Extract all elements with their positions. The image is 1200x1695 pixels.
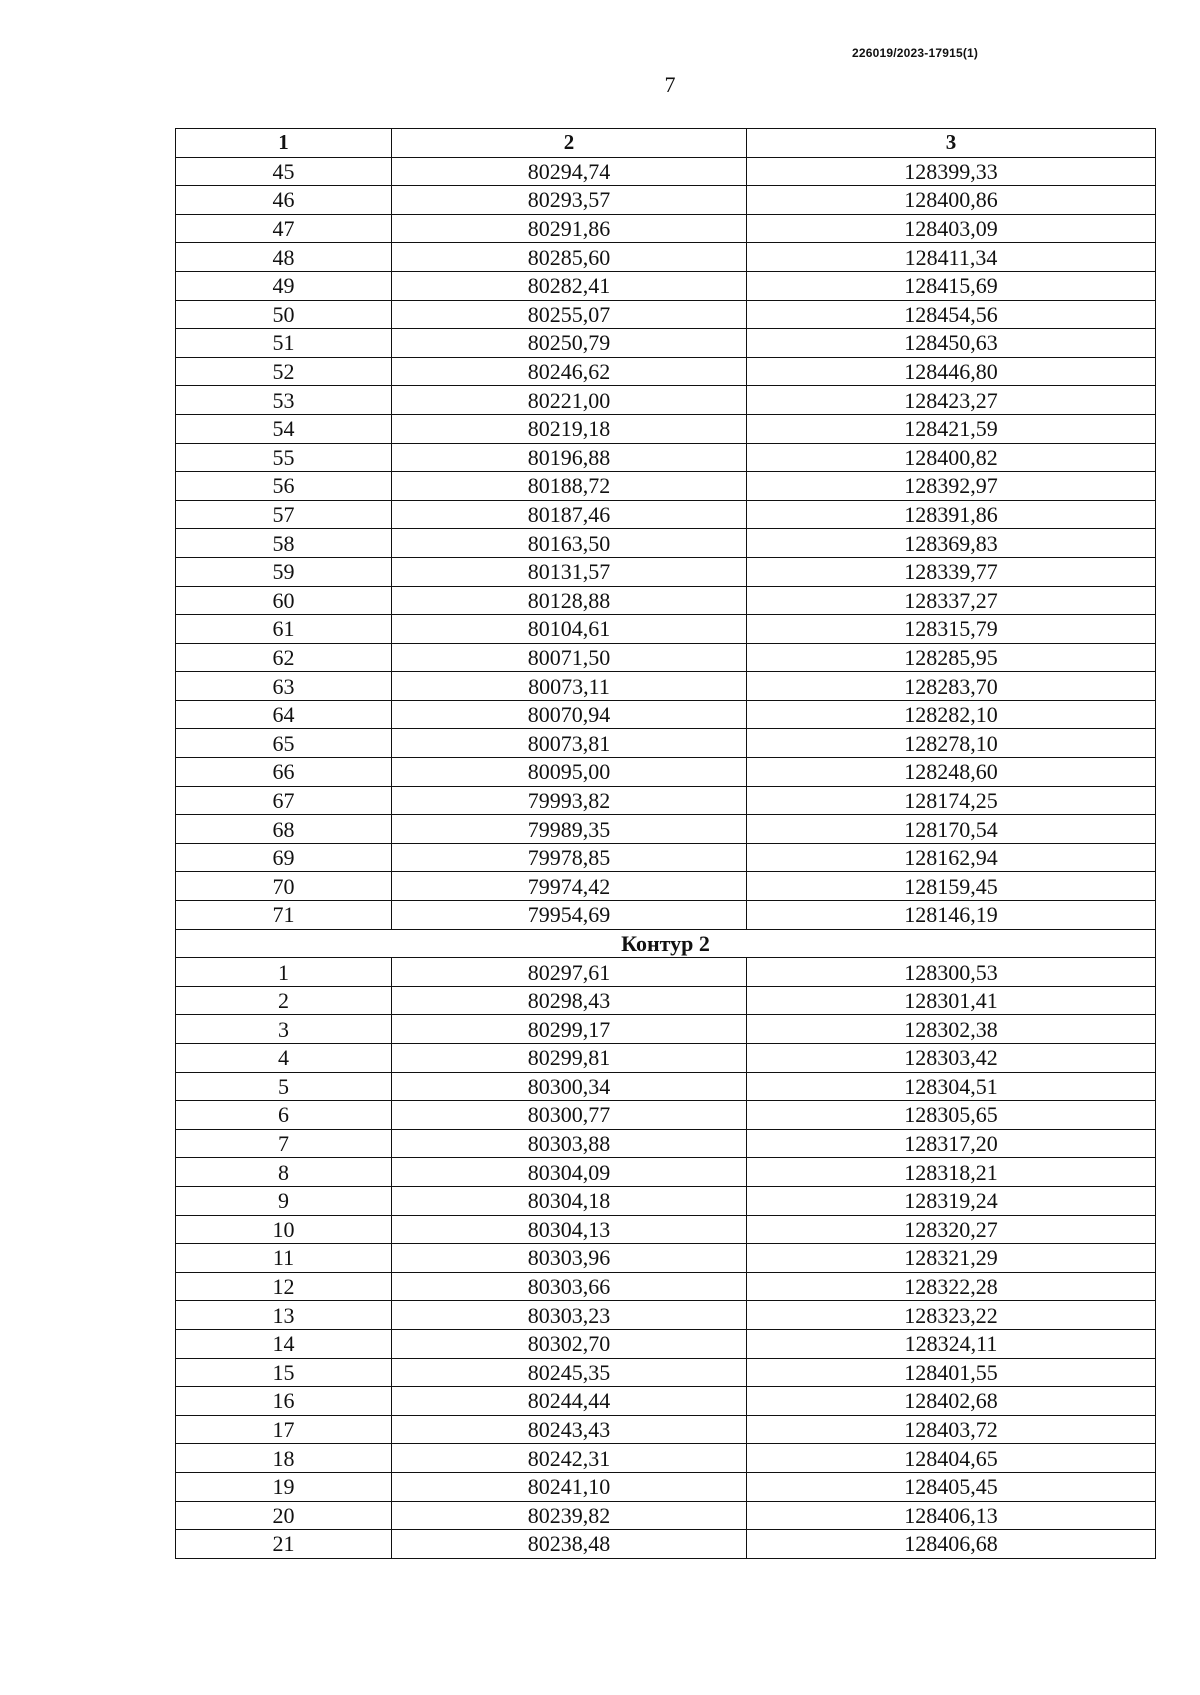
x-coordinate-cell: 80131,57 — [392, 557, 747, 586]
y-coordinate-cell: 128411,34 — [747, 243, 1156, 272]
point-number-cell: 17 — [176, 1415, 392, 1444]
table-row — [176, 500, 1156, 529]
table-row — [176, 1129, 1156, 1158]
x-coordinate-cell: 80303,88 — [392, 1129, 747, 1158]
y-coordinate-cell: 128300,53 — [747, 958, 1156, 987]
table-row — [176, 1101, 1156, 1130]
table-row — [176, 386, 1156, 415]
point-number-cell: 18 — [176, 1444, 392, 1473]
table-row — [176, 1244, 1156, 1273]
x-coordinate-cell: 80188,72 — [392, 472, 747, 501]
x-coordinate-cell: 80241,10 — [392, 1472, 747, 1501]
table-row — [176, 672, 1156, 701]
x-coordinate-cell: 80244,44 — [392, 1387, 747, 1416]
point-number-cell: 69 — [176, 843, 392, 872]
x-coordinate-cell: 80245,35 — [392, 1358, 747, 1387]
x-coordinate-cell: 80282,41 — [392, 271, 747, 300]
x-coordinate-cell: 80304,09 — [392, 1158, 747, 1187]
x-coordinate-cell: 80239,82 — [392, 1501, 747, 1530]
table-row — [176, 1186, 1156, 1215]
point-number-cell: 21 — [176, 1530, 392, 1559]
x-coordinate-cell: 80291,86 — [392, 214, 747, 243]
table-row — [176, 1501, 1156, 1530]
y-coordinate-cell: 128399,33 — [747, 157, 1156, 186]
y-coordinate-cell: 128283,70 — [747, 672, 1156, 701]
x-coordinate-cell: 80300,77 — [392, 1101, 747, 1130]
x-coordinate-cell: 80243,43 — [392, 1415, 747, 1444]
table-row — [176, 1329, 1156, 1358]
table-row — [176, 529, 1156, 558]
x-coordinate-cell: 80071,50 — [392, 643, 747, 672]
table-row — [176, 1272, 1156, 1301]
y-coordinate-cell: 128285,95 — [747, 643, 1156, 672]
x-coordinate-cell: 80073,11 — [392, 672, 747, 701]
table-row — [176, 958, 1156, 987]
y-coordinate-cell: 128403,09 — [747, 214, 1156, 243]
point-number-cell: 65 — [176, 729, 392, 758]
section-label: Контур 2 — [176, 929, 1156, 958]
table-row — [176, 1387, 1156, 1416]
point-number-cell: 10 — [176, 1215, 392, 1244]
y-coordinate-cell: 128446,80 — [747, 357, 1156, 386]
table-row — [176, 1044, 1156, 1073]
point-number-cell: 54 — [176, 414, 392, 443]
x-coordinate-cell: 80303,96 — [392, 1244, 747, 1273]
point-number-cell: 2 — [176, 986, 392, 1015]
x-coordinate-cell: 80299,17 — [392, 1015, 747, 1044]
table-row — [176, 329, 1156, 358]
y-coordinate-cell: 128450,63 — [747, 329, 1156, 358]
x-coordinate-cell: 80128,88 — [392, 586, 747, 615]
y-coordinate-cell: 128174,25 — [747, 786, 1156, 815]
table-row — [176, 243, 1156, 272]
table-row — [176, 557, 1156, 586]
point-number-cell: 71 — [176, 901, 392, 930]
y-coordinate-cell: 128323,22 — [747, 1301, 1156, 1330]
table-row — [176, 271, 1156, 300]
x-coordinate-cell: 80302,70 — [392, 1329, 747, 1358]
y-coordinate-cell: 128403,72 — [747, 1415, 1156, 1444]
table-row — [176, 1015, 1156, 1044]
x-coordinate-cell: 80073,81 — [392, 729, 747, 758]
point-number-cell: 8 — [176, 1158, 392, 1187]
y-coordinate-cell: 128303,42 — [747, 1044, 1156, 1073]
y-coordinate-cell: 128454,56 — [747, 300, 1156, 329]
coordinates-table — [175, 128, 1156, 1559]
y-coordinate-cell: 128318,21 — [747, 1158, 1156, 1187]
table-row — [176, 729, 1156, 758]
y-coordinate-cell: 128402,68 — [747, 1387, 1156, 1416]
table-row — [176, 901, 1156, 930]
point-number-cell: 64 — [176, 700, 392, 729]
point-number-cell: 6 — [176, 1101, 392, 1130]
y-coordinate-cell: 128405,45 — [747, 1472, 1156, 1501]
x-coordinate-cell: 80300,34 — [392, 1072, 747, 1101]
y-coordinate-cell: 128282,10 — [747, 700, 1156, 729]
table-row — [176, 700, 1156, 729]
x-coordinate-cell: 80163,50 — [392, 529, 747, 558]
x-coordinate-cell: 80221,00 — [392, 386, 747, 415]
point-number-cell: 51 — [176, 329, 392, 358]
y-coordinate-cell: 128400,86 — [747, 186, 1156, 215]
table-row — [176, 758, 1156, 787]
x-coordinate-cell: 79974,42 — [392, 872, 747, 901]
table-row — [176, 214, 1156, 243]
point-number-cell: 61 — [176, 615, 392, 644]
point-number-cell: 50 — [176, 300, 392, 329]
point-number-cell: 1 — [176, 958, 392, 987]
point-number-cell: 13 — [176, 1301, 392, 1330]
x-coordinate-cell: 80242,31 — [392, 1444, 747, 1473]
point-number-cell: 55 — [176, 443, 392, 472]
point-number-cell: 15 — [176, 1358, 392, 1387]
table-row — [176, 1158, 1156, 1187]
point-number-cell: 70 — [176, 872, 392, 901]
y-coordinate-cell: 128369,83 — [747, 529, 1156, 558]
table-row — [176, 586, 1156, 615]
x-coordinate-cell: 80095,00 — [392, 758, 747, 787]
point-number-cell: 67 — [176, 786, 392, 815]
column-header-2: 2 — [392, 129, 747, 158]
table-row — [176, 986, 1156, 1015]
x-coordinate-cell: 80255,07 — [392, 300, 747, 329]
point-number-cell: 46 — [176, 186, 392, 215]
y-coordinate-cell: 128400,82 — [747, 443, 1156, 472]
point-number-cell: 4 — [176, 1044, 392, 1073]
x-coordinate-cell: 80104,61 — [392, 615, 747, 644]
table-row — [176, 1215, 1156, 1244]
x-coordinate-cell: 80187,46 — [392, 500, 747, 529]
point-number-cell: 57 — [176, 500, 392, 529]
point-number-cell: 3 — [176, 1015, 392, 1044]
y-coordinate-cell: 128421,59 — [747, 414, 1156, 443]
y-coordinate-cell: 128406,13 — [747, 1501, 1156, 1530]
table-row — [176, 1072, 1156, 1101]
y-coordinate-cell: 128320,27 — [747, 1215, 1156, 1244]
table-row — [176, 443, 1156, 472]
x-coordinate-cell: 80294,74 — [392, 157, 747, 186]
table-header-row — [176, 129, 1156, 158]
table-row — [176, 1472, 1156, 1501]
y-coordinate-cell: 128301,41 — [747, 986, 1156, 1015]
table-row — [176, 615, 1156, 644]
y-coordinate-cell: 128321,29 — [747, 1244, 1156, 1273]
table-row — [176, 472, 1156, 501]
point-number-cell: 63 — [176, 672, 392, 701]
point-number-cell: 9 — [176, 1186, 392, 1215]
table-row — [176, 357, 1156, 386]
y-coordinate-cell: 128423,27 — [747, 386, 1156, 415]
x-coordinate-cell: 80196,88 — [392, 443, 747, 472]
point-number-cell: 5 — [176, 1072, 392, 1101]
point-number-cell: 48 — [176, 243, 392, 272]
y-coordinate-cell: 128404,65 — [747, 1444, 1156, 1473]
y-coordinate-cell: 128392,97 — [747, 472, 1156, 501]
x-coordinate-cell: 80070,94 — [392, 700, 747, 729]
x-coordinate-cell: 79993,82 — [392, 786, 747, 815]
y-coordinate-cell: 128322,28 — [747, 1272, 1156, 1301]
table-row — [176, 157, 1156, 186]
point-number-cell: 68 — [176, 815, 392, 844]
point-number-cell: 62 — [176, 643, 392, 672]
x-coordinate-cell: 80303,23 — [392, 1301, 747, 1330]
x-coordinate-cell: 79978,85 — [392, 843, 747, 872]
point-number-cell: 52 — [176, 357, 392, 386]
table-row — [176, 872, 1156, 901]
x-coordinate-cell: 80304,18 — [392, 1186, 747, 1215]
point-number-cell: 47 — [176, 214, 392, 243]
y-coordinate-cell: 128415,69 — [747, 271, 1156, 300]
point-number-cell: 45 — [176, 157, 392, 186]
y-coordinate-cell: 128319,24 — [747, 1186, 1156, 1215]
x-coordinate-cell: 80246,62 — [392, 357, 747, 386]
table-row — [176, 414, 1156, 443]
table-row — [176, 1415, 1156, 1444]
x-coordinate-cell: 80238,48 — [392, 1530, 747, 1559]
table-row — [176, 786, 1156, 815]
y-coordinate-cell: 128170,54 — [747, 815, 1156, 844]
x-coordinate-cell: 80304,13 — [392, 1215, 747, 1244]
x-coordinate-cell: 80303,66 — [392, 1272, 747, 1301]
x-coordinate-cell: 80299,81 — [392, 1044, 747, 1073]
x-coordinate-cell: 80285,60 — [392, 243, 747, 272]
table-row — [176, 1358, 1156, 1387]
point-number-cell: 49 — [176, 271, 392, 300]
point-number-cell: 14 — [176, 1329, 392, 1358]
y-coordinate-cell: 128302,38 — [747, 1015, 1156, 1044]
page-number: 7 — [664, 72, 676, 97]
y-coordinate-cell: 128304,51 — [747, 1072, 1156, 1101]
y-coordinate-cell: 128315,79 — [747, 615, 1156, 644]
column-header-1: 1 — [176, 129, 392, 158]
point-number-cell: 59 — [176, 557, 392, 586]
x-coordinate-cell: 80298,43 — [392, 986, 747, 1015]
table-row — [176, 300, 1156, 329]
x-coordinate-cell: 80219,18 — [392, 414, 747, 443]
point-number-cell: 20 — [176, 1501, 392, 1530]
table-row — [176, 843, 1156, 872]
y-coordinate-cell: 128146,19 — [747, 901, 1156, 930]
x-coordinate-cell: 80293,57 — [392, 186, 747, 215]
point-number-cell: 19 — [176, 1472, 392, 1501]
table-row — [176, 186, 1156, 215]
point-number-cell: 53 — [176, 386, 392, 415]
y-coordinate-cell: 128406,68 — [747, 1530, 1156, 1559]
y-coordinate-cell: 128339,77 — [747, 557, 1156, 586]
table-row — [176, 1444, 1156, 1473]
point-number-cell: 60 — [176, 586, 392, 615]
x-coordinate-cell: 79989,35 — [392, 815, 747, 844]
table-row — [176, 1530, 1156, 1559]
table-row — [176, 1301, 1156, 1330]
y-coordinate-cell: 128324,11 — [747, 1329, 1156, 1358]
y-coordinate-cell: 128159,45 — [747, 872, 1156, 901]
table-row — [176, 815, 1156, 844]
y-coordinate-cell: 128317,20 — [747, 1129, 1156, 1158]
y-coordinate-cell: 128278,10 — [747, 729, 1156, 758]
point-number-cell: 12 — [176, 1272, 392, 1301]
column-header-3: 3 — [747, 129, 1156, 158]
y-coordinate-cell: 128401,55 — [747, 1358, 1156, 1387]
document-id: 226019/2023-17915(1) — [852, 46, 979, 60]
x-coordinate-cell: 80297,61 — [392, 958, 747, 987]
point-number-cell: 16 — [176, 1387, 392, 1416]
x-coordinate-cell: 80250,79 — [392, 329, 747, 358]
point-number-cell: 66 — [176, 758, 392, 787]
section-row — [176, 929, 1156, 958]
point-number-cell: 7 — [176, 1129, 392, 1158]
point-number-cell: 11 — [176, 1244, 392, 1273]
point-number-cell: 58 — [176, 529, 392, 558]
y-coordinate-cell: 128391,86 — [747, 500, 1156, 529]
point-number-cell: 56 — [176, 472, 392, 501]
table-row — [176, 643, 1156, 672]
y-coordinate-cell: 128337,27 — [747, 586, 1156, 615]
y-coordinate-cell: 128162,94 — [747, 843, 1156, 872]
table-body — [176, 157, 1156, 1558]
x-coordinate-cell: 79954,69 — [392, 901, 747, 930]
y-coordinate-cell: 128305,65 — [747, 1101, 1156, 1130]
y-coordinate-cell: 128248,60 — [747, 758, 1156, 787]
